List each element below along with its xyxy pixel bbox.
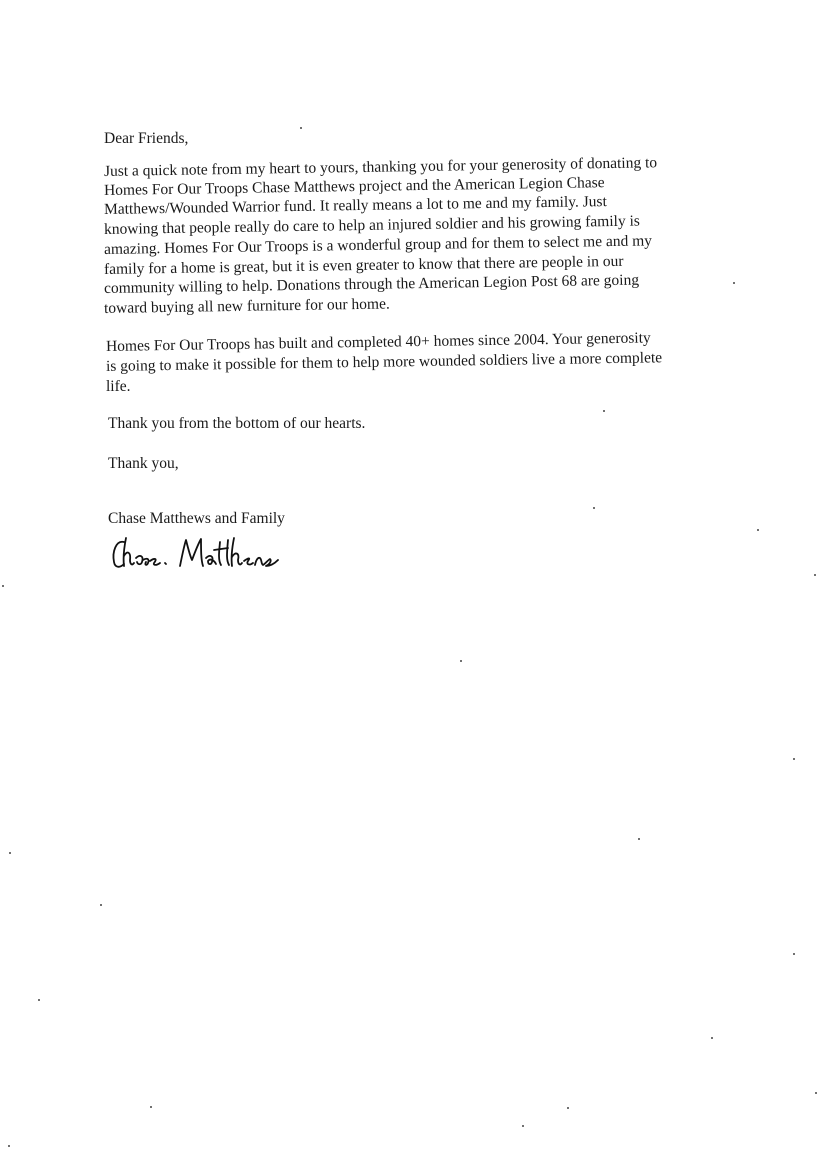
- paragraph-line: community willing to help. Donations through the American Legion Post 68 are going: [103, 271, 640, 297]
- scan-speck: [38, 999, 40, 1001]
- paragraph-line: Homes For Our Troops has built and completed 40+ homes since 2004. Your generosity: [105, 329, 651, 355]
- paragraph-line: Homes For Our Troops Chase Matthews project and the American Legion Chase: [103, 174, 605, 199]
- scan-speck: [2, 585, 4, 587]
- salutation: Dear Friends,: [104, 130, 189, 147]
- paragraph-line: toward buying all new furniture for our home.: [103, 295, 390, 317]
- scan-speck: [793, 953, 795, 955]
- scan-speck: [9, 852, 11, 854]
- scan-speck: [814, 574, 816, 576]
- scan-speck: [567, 1107, 569, 1109]
- scan-speck: [8, 1145, 10, 1147]
- scan-speck: [593, 507, 595, 509]
- paragraph-line: life.: [106, 378, 131, 395]
- scan-speck: [460, 660, 462, 662]
- scan-speck: [150, 1106, 152, 1108]
- scan-speck: [793, 758, 795, 760]
- paragraph-3: Thank you from the bottom of our hearts.: [108, 415, 366, 432]
- paragraph-line: knowing that people really do care to help an injured soldier and his growing family is: [103, 212, 640, 238]
- paragraph-line: Just a quick note from my heart to yours, thanking you for your generosity of donating to: [103, 154, 658, 180]
- paragraph-line: amazing. Homes For Our Troops is a wonderful group and for them to select me and my: [103, 232, 653, 258]
- paragraph-line: is going to make it possible for them to help more wounded soldiers live a more complete: [105, 349, 663, 375]
- scan-speck: [733, 282, 735, 284]
- scan-speck: [100, 904, 102, 906]
- signoff: Chase Matthews and Family: [108, 510, 285, 527]
- scan-speck: [815, 1092, 817, 1094]
- paragraph-line: family for a home is great, but it is even greater to know that there are people in our: [103, 252, 624, 278]
- scan-speck: [638, 838, 640, 840]
- scan-speck: [711, 1037, 713, 1039]
- scan-speck: [603, 410, 605, 412]
- scan-speck: [300, 127, 302, 129]
- scan-speck: [522, 1125, 524, 1127]
- paragraph-line: Matthews/Wounded Warrior fund. It really means a lot to me and my family. Just: [103, 193, 607, 218]
- closing: Thank you,: [108, 455, 179, 472]
- scan-speck: [757, 529, 759, 531]
- handwritten-signature: [110, 530, 290, 580]
